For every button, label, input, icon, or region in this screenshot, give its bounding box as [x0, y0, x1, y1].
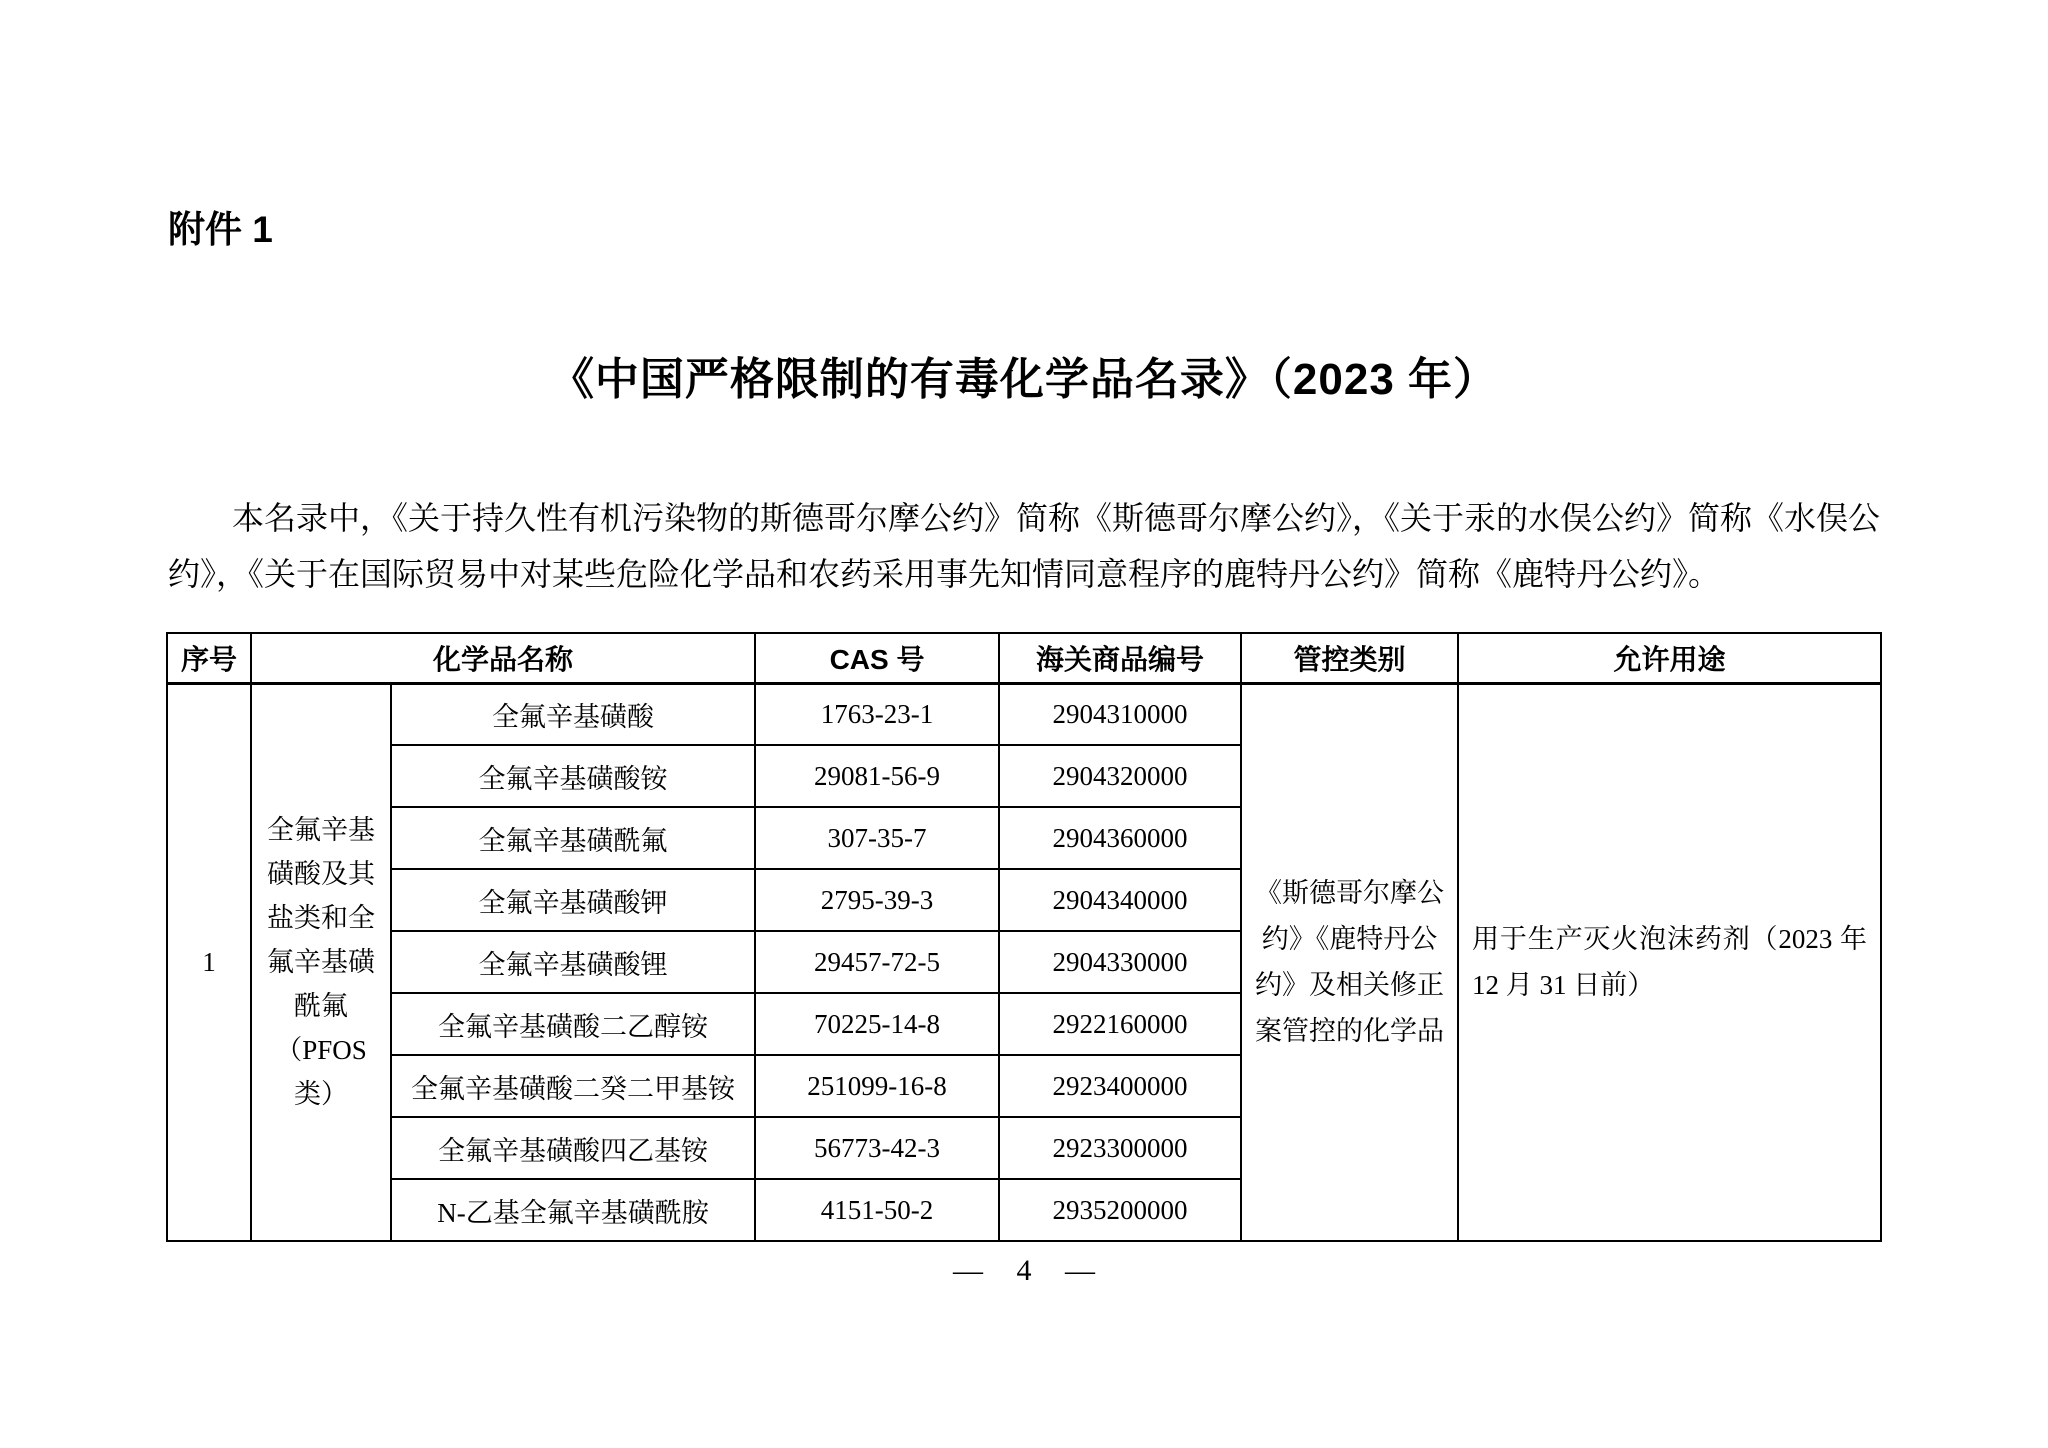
chemicals-table: [166, 632, 1882, 1242]
header-cell-permitted-use: 允许用途: [1458, 633, 1881, 683]
attachment-label: 附件 1: [168, 209, 273, 250]
cell-cas-number: 56773-42-3: [755, 1117, 999, 1179]
cell-hs-code: 2904340000: [999, 869, 1241, 931]
header-cell-cas: CAS 号: [755, 633, 999, 683]
cell-hs-code: 2904320000: [999, 745, 1241, 807]
cell-group-index: 1: [167, 683, 251, 1241]
cell-cas-number: 251099-16-8: [755, 1055, 999, 1117]
cell-chemical-name: 全氟辛基磺酸钾: [391, 869, 755, 931]
cell-chemical-name: 全氟辛基磺酰氟: [391, 807, 755, 869]
cell-cas-number: 1763-23-1: [755, 683, 999, 745]
cell-hs-code: 2923400000: [999, 1055, 1241, 1117]
cell-cas-number: 2795-39-3: [755, 869, 999, 931]
cell-hs-code: 2904330000: [999, 931, 1241, 993]
cell-cas-number: 70225-14-8: [755, 993, 999, 1055]
cell-permitted-use: 用于生产灭火泡沫药剂（2023 年 12 月 31 日前）: [1458, 683, 1881, 1241]
cell-cas-number: 4151-50-2: [755, 1179, 999, 1241]
cell-hs-code: 2923300000: [999, 1117, 1241, 1179]
cell-cas-number: 29457-72-5: [755, 931, 999, 993]
cell-chemical-name: 全氟辛基磺酸铵: [391, 745, 755, 807]
cell-hs-code: 2904360000: [999, 807, 1241, 869]
page-title: 《中国严格限制的有毒化学品名录》（2023 年）: [549, 355, 1499, 404]
cell-chemical-name: N-乙基全氟辛基磺酰胺: [391, 1179, 755, 1241]
cell-chemical-name: 全氟辛基磺酸二乙醇铵: [391, 993, 755, 1055]
cell-chemical-name: 全氟辛基磺酸锂: [391, 931, 755, 993]
cell-cas-number: 307-35-7: [755, 807, 999, 869]
cell-hs-code: 2935200000: [999, 1179, 1241, 1241]
header-cell-control-category: 管控类别: [1241, 633, 1458, 683]
cell-cas-number: 29081-56-9: [755, 745, 999, 807]
cell-control-category: 《斯德哥尔摩公约》《鹿特丹公约》及相关修正案管控的化学品: [1241, 683, 1458, 1241]
cell-hs-code: 2904310000: [999, 683, 1241, 745]
header-cell-hs-code: 海关商品编号: [999, 633, 1241, 683]
cell-group-name: 全氟辛基磺酸及其盐类和全氟辛基磺酰氟（PFOS 类）: [251, 683, 391, 1241]
cell-hs-code: 2922160000: [999, 993, 1241, 1055]
table-header-row: [167, 633, 1881, 683]
header-cell-chemical-name: 化学品名称: [251, 633, 755, 683]
page-number: — 4 —: [953, 1254, 1095, 1287]
cell-chemical-name: 全氟辛基磺酸: [391, 683, 755, 745]
header-cell-index: 序号: [167, 633, 251, 683]
cell-chemical-name: 全氟辛基磺酸四乙基铵: [391, 1117, 755, 1179]
cell-chemical-name: 全氟辛基磺酸二癸二甲基铵: [391, 1055, 755, 1117]
table-row: [167, 683, 1881, 745]
intro-paragraph: 本名录中，《关于持久性有机污染物的斯德哥尔摩公约》简称《斯德哥尔摩公约》，《关于汞的水俣公约》简称《水俣公约》，《关于在国际贸易中对某些危险化学品和农药采用事先知情同意程序的鹿特丹公约》简称《鹿特丹公约》。: [168, 500, 1881, 592]
